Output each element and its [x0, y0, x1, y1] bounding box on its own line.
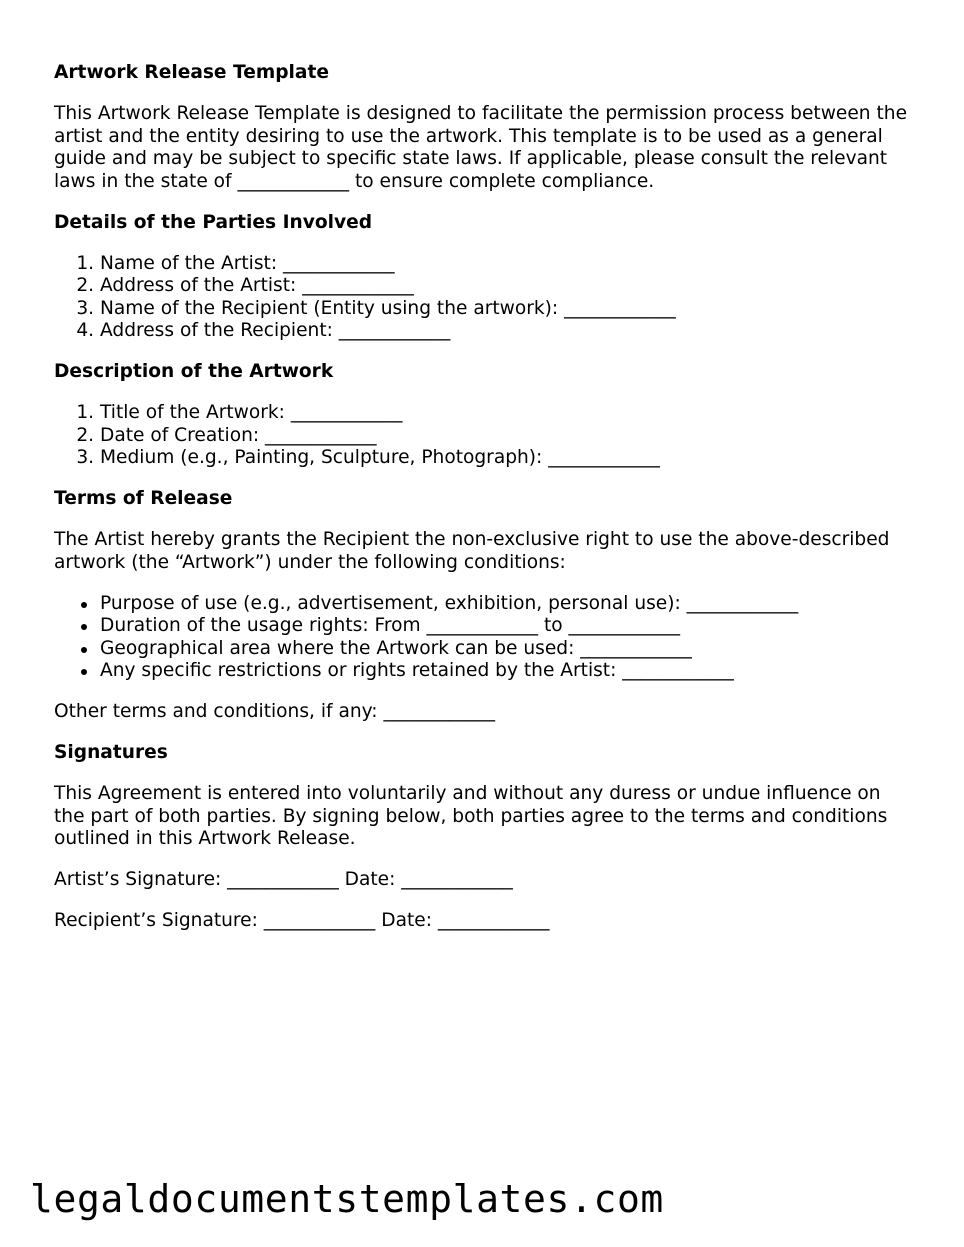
document-page	[54, 62, 914, 933]
document-title: Artwork Release Template	[54, 62, 329, 83]
other-terms: Other terms and conditions, if any: ____________	[54, 701, 496, 722]
terms-heading: Terms of Release	[54, 488, 233, 509]
list-item: 3. Medium (e.g., Painting, Sculpture, Photograph): ____________	[100, 447, 914, 470]
recipient-signature-line: Recipient’s Signature: ____________ Date: ____________	[54, 910, 550, 931]
intro-paragraph: This Artwork Release Template is designed to facilitate the permission process between the artist and the entity desiring to use the artwork. This template is to be used as a general guide and may be subject to specific state laws. If applicable, please consult the relevant laws in the state of ____________ to ensure complete compliance.	[54, 103, 908, 192]
artist-signature-line: Artist’s Signature: ____________ Date: ____________	[54, 869, 513, 890]
list-item: Geographical area where the Artwork can be used: ____________	[100, 638, 914, 661]
signatures-heading: Signatures	[54, 742, 168, 763]
list-item: Duration of the usage rights: From ____________ to ____________	[100, 615, 914, 638]
terms-intro: The Artist hereby grants the Recipient the non-exclusive right to use the above-described artwork (the “Artwork”) under the following conditions:	[54, 529, 890, 573]
artwork-list	[54, 402, 914, 470]
footer-watermark: legaldocumentstemplates.com	[30, 1177, 664, 1221]
list-item: 3. Name of the Recipient (Entity using the artwork): ____________	[100, 298, 914, 321]
parties-list	[54, 253, 914, 343]
list-item: Any specific restrictions or rights retained by the Artist: ____________	[100, 660, 914, 683]
list-item: 1. Title of the Artwork: ____________	[100, 402, 914, 425]
list-item: 2. Address of the Artist: ____________	[100, 275, 914, 298]
list-item: 1. Name of the Artist: ____________	[100, 253, 914, 276]
list-item: Purpose of use (e.g., advertisement, exhibition, personal use): ____________	[100, 593, 914, 616]
list-item: 2. Date of Creation: ____________	[100, 425, 914, 448]
artwork-heading: Description of the Artwork	[54, 361, 334, 382]
parties-heading: Details of the Parties Involved	[54, 211, 373, 233]
terms-list	[54, 593, 914, 683]
list-item: 4. Address of the Recipient: ____________	[100, 320, 914, 343]
signatures-text: This Agreement is entered into voluntarily and without any duress or undue influence on the part of both parties. By signing below, both parties agree to the terms and conditions outlined in this Artwork Release.	[54, 783, 888, 849]
